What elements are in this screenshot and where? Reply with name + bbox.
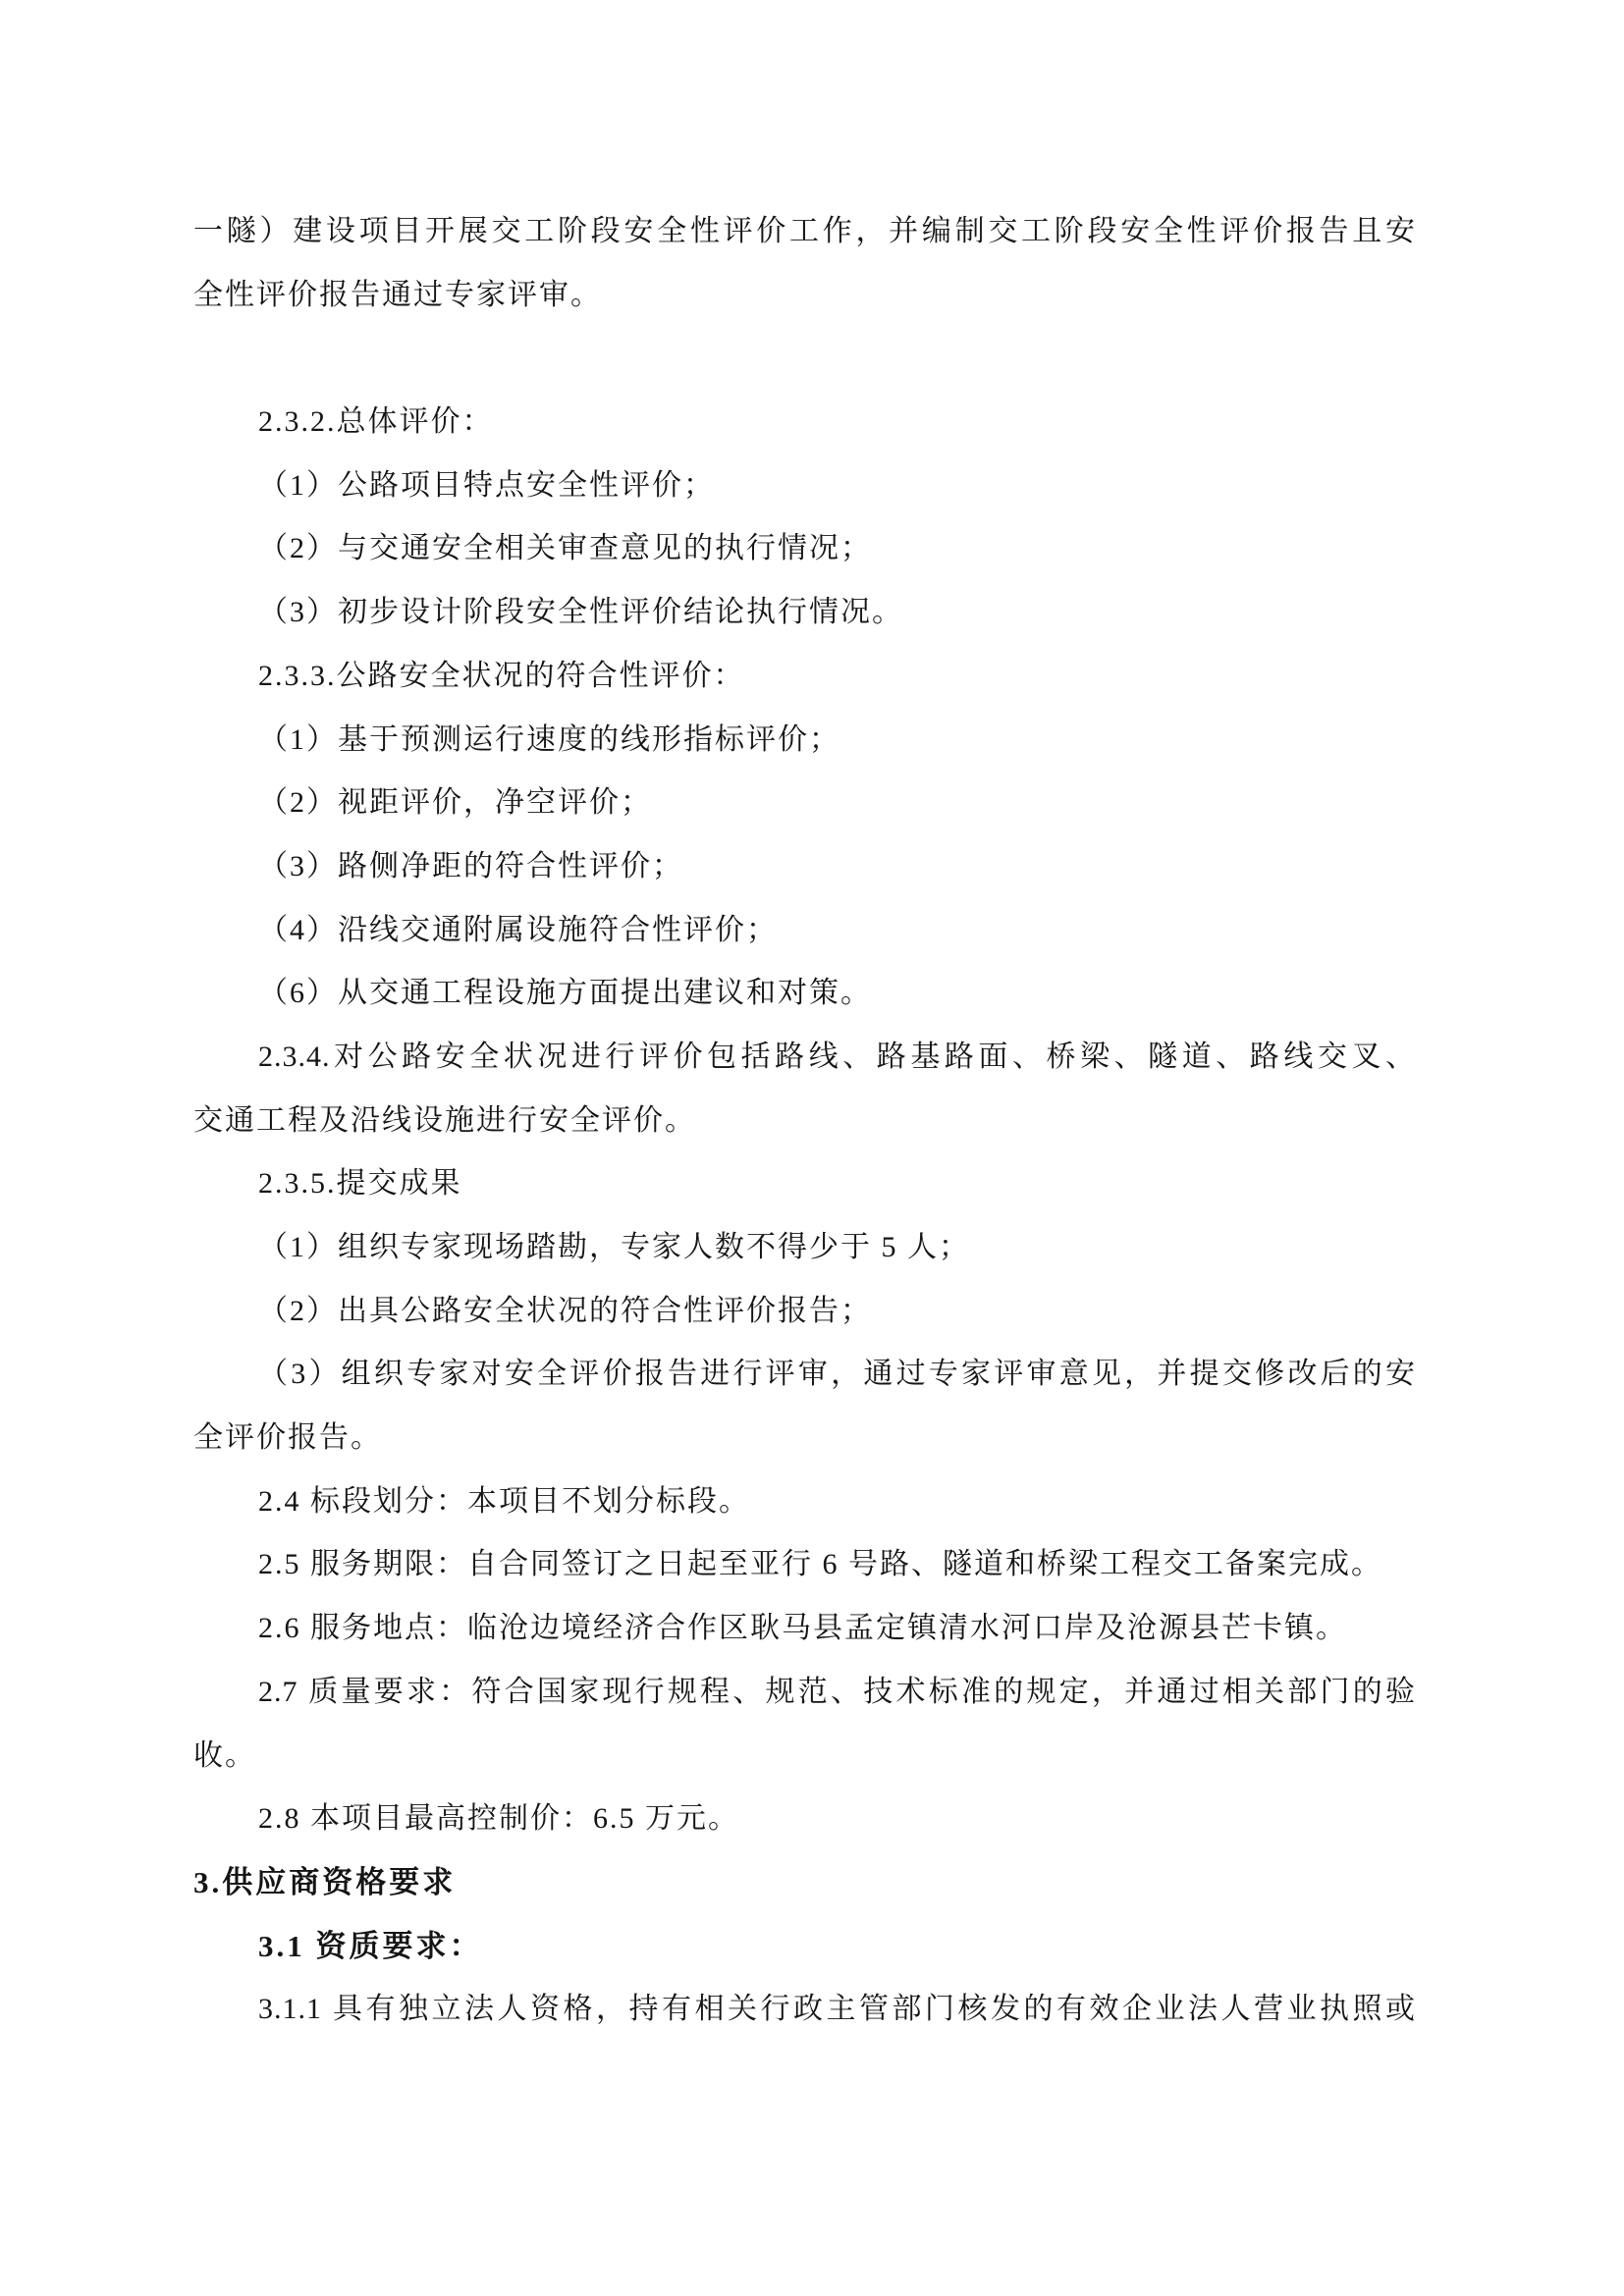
text-line: 2.8 本项目最高控制价：6.5 万元。	[258, 1802, 739, 1836]
text-line: （2）视距评价，净空评价；	[258, 786, 652, 820]
text-line: （4）沿线交通附属设施符合性评价；	[258, 913, 778, 946]
text-line: （2）出具公路安全状况的符合性评价报告；	[258, 1294, 872, 1327]
text-line: 2.5 服务期限：自合同签订之日起至亚行 6 号路、隧道和桥梁工程交工备案完成。	[258, 1548, 1382, 1581]
text-line: （3）路侧净距的符合性评价；	[258, 849, 683, 882]
text-line: （2）与交通安全相关审查意见的执行情况；	[258, 532, 872, 565]
document-body	[193, 200, 1416, 2042]
text-line: 一隧）建设项目开展交工阶段安全性评价工作，并编制交工阶段安全性评价报告且安	[193, 215, 1416, 247]
text-line: 全评价报告。	[193, 1421, 382, 1455]
text-line: （1）组织专家现场踏勘，专家人数不得少于 5 人；	[258, 1231, 970, 1263]
text-line: 2.4 标段划分：本项目不划分标段。	[258, 1484, 750, 1518]
text-line: 2.3.2.总体评价：	[258, 405, 494, 439]
text-line: （3）初步设计阶段安全性评价结论执行情况。	[258, 596, 903, 629]
text-line: 3.1 资质要求：	[258, 1928, 483, 1963]
text-line: （3）组织专家对安全评价报告进行评审，通过专家评审意见，并提交修改后的安	[258, 1358, 1416, 1391]
text-line: 2.7 质量要求：符合国家现行规程、规范、技术标准的规定，并通过相关部门的验	[258, 1675, 1416, 1708]
text-line: 2.3.5.提交成果	[258, 1167, 462, 1201]
text-line: 3.供应商资格要求	[193, 1864, 457, 1899]
text-line: 2.3.3.公路安全状况的符合性评价：	[258, 659, 745, 692]
text-line: （6）从交通工程设施方面提出建议和对策。	[258, 977, 872, 1010]
text-line: 2.6 服务地点：临沧边境经济合作区耿马县孟定镇清水河口岸及沧源县芒卡镇。	[258, 1612, 1347, 1645]
text-line: 收。	[193, 1738, 256, 1772]
text-line: 3.1.1 具有独立法人资格，持有相关行政主管部门核发的有效企业法人营业执照或	[258, 1993, 1416, 2026]
text-line: 2.3.4.对公路安全状况进行评价包括路线、路基路面、桥梁、隧道、路线交叉、	[258, 1040, 1416, 1073]
text-line: 全性评价报告通过专家评审。	[193, 278, 602, 311]
text-line: 交通工程及沿线设施进行安全评价。	[193, 1103, 696, 1137]
text-line: （1）公路项目特点安全性评价；	[258, 468, 715, 502]
text-line: （1）基于预测运行速度的线形指标评价；	[258, 722, 840, 756]
blank-line	[193, 327, 1416, 391]
